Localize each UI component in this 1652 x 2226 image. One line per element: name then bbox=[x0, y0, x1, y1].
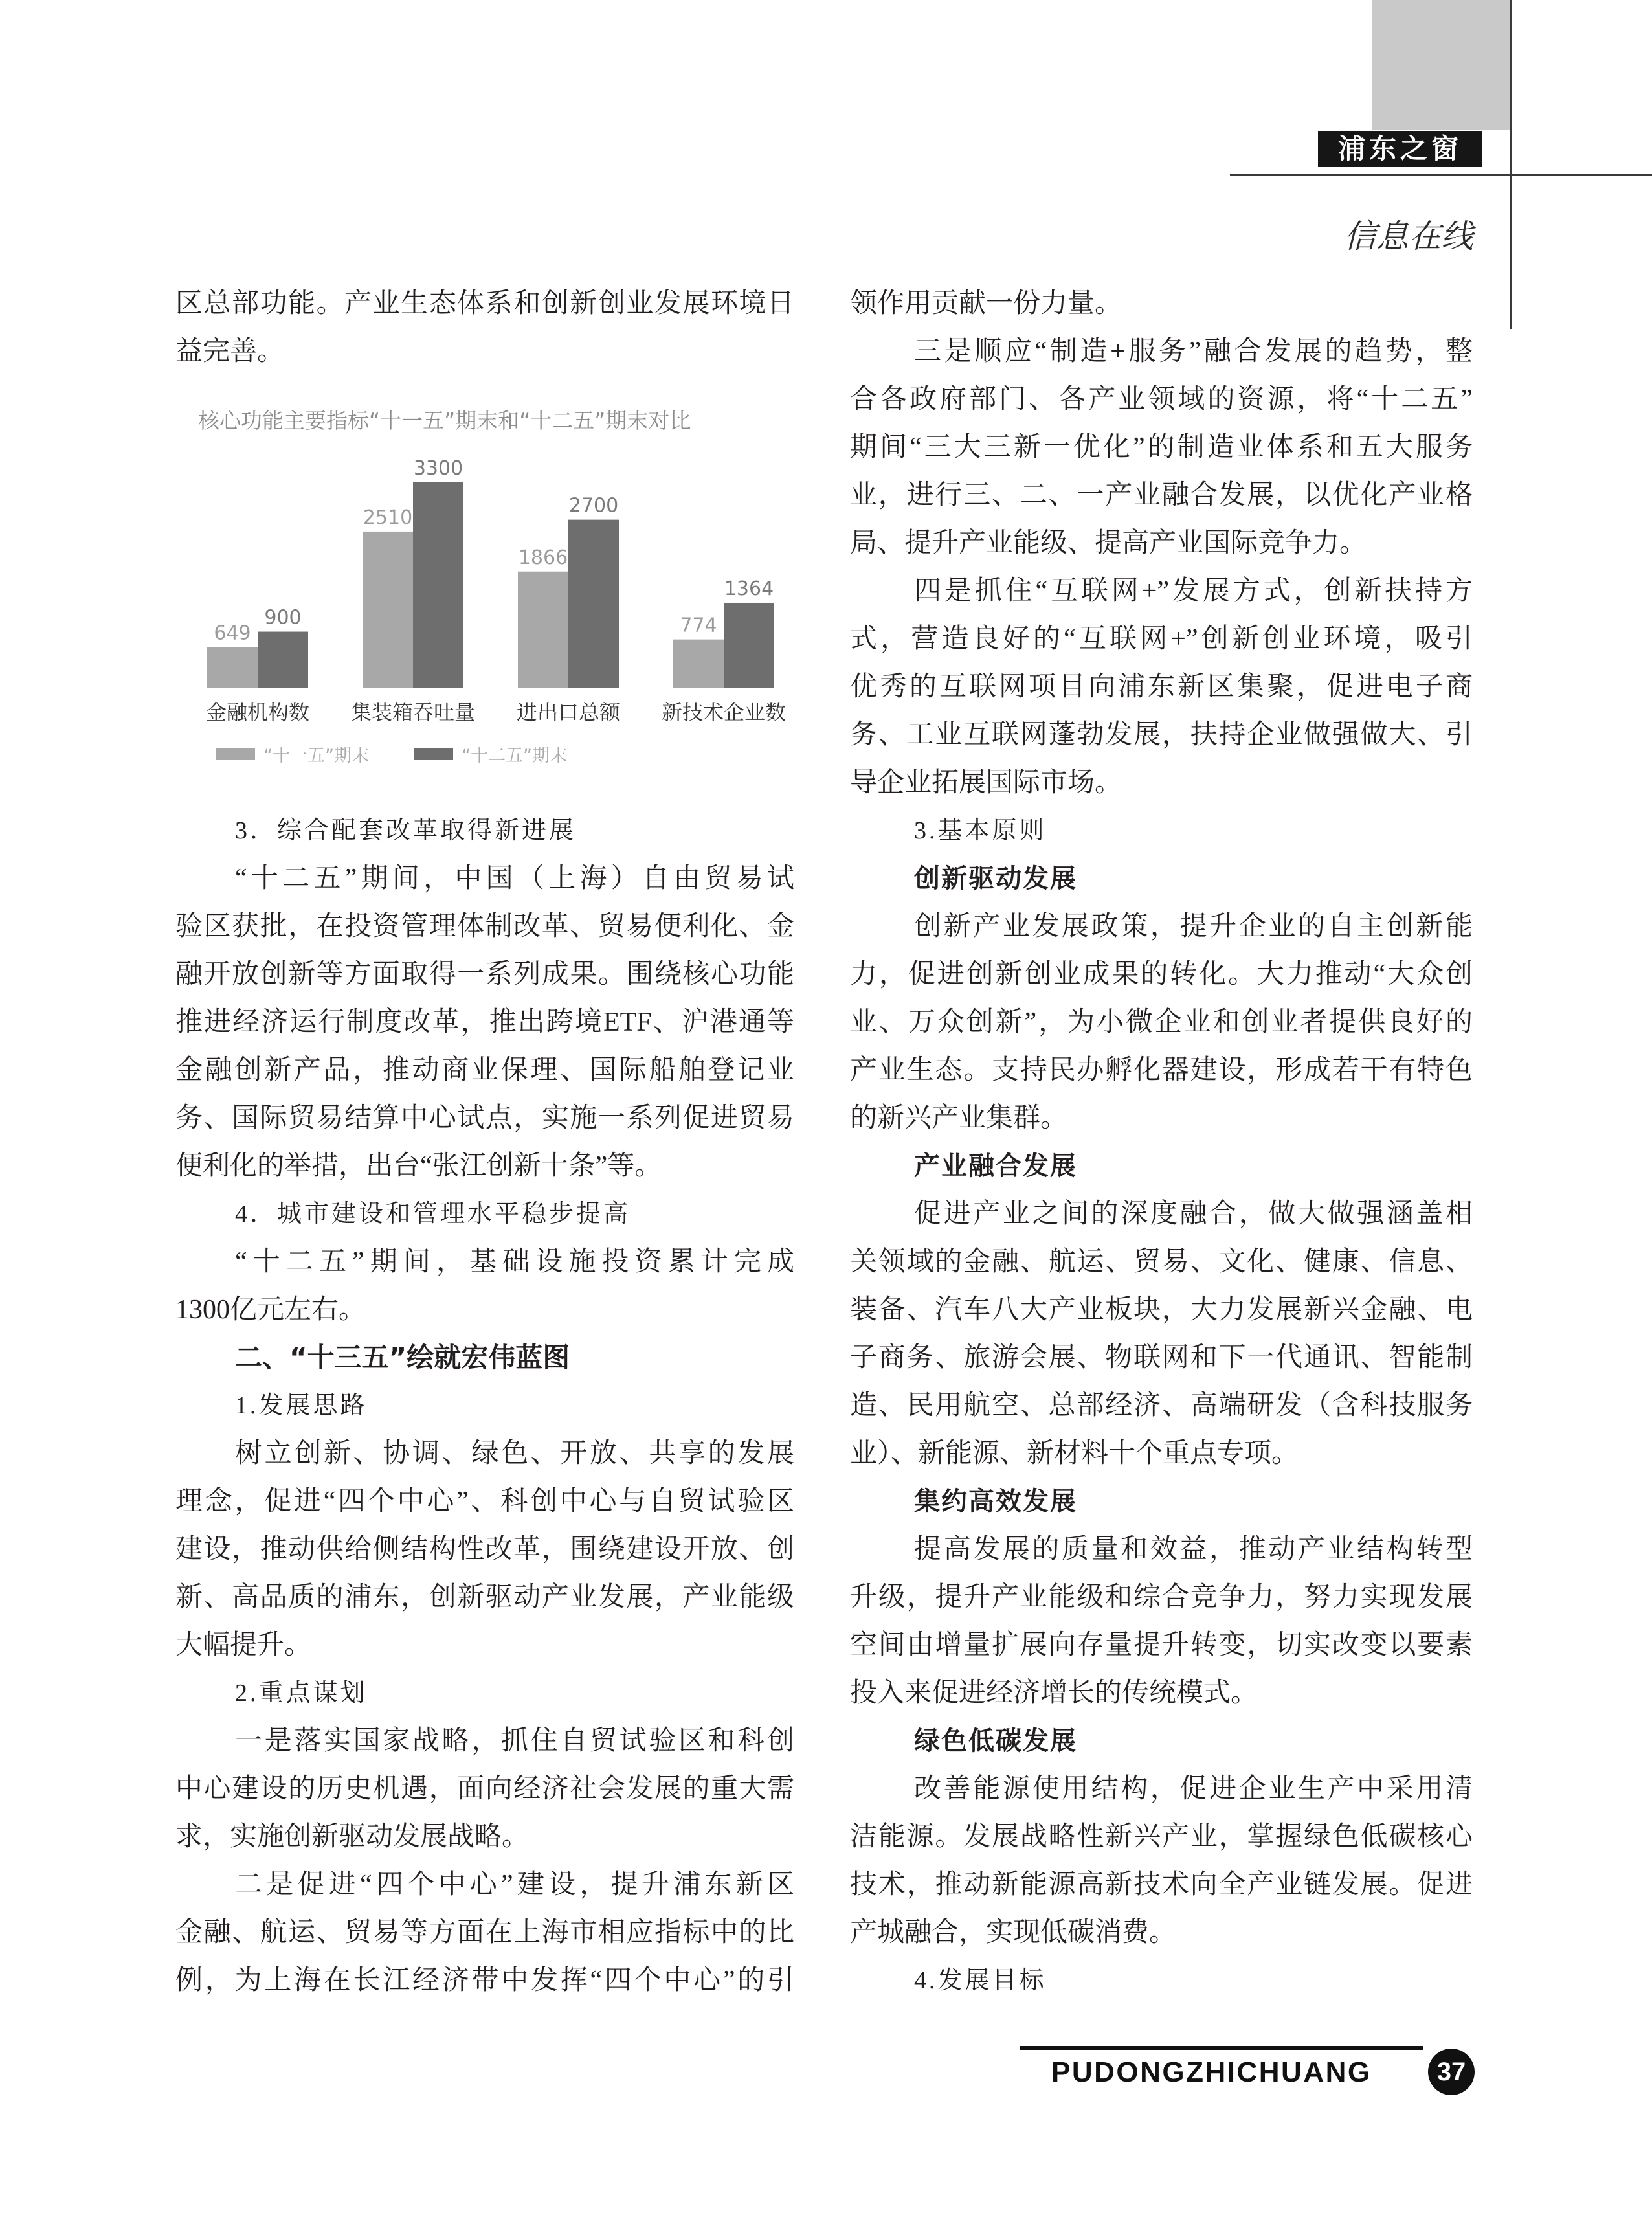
paragraph-line: 务、国际贸易结算中心试点，实施一系列促进贸易 bbox=[175, 1103, 794, 1133]
paragraph-line: 金融、航运、贸易等方面在上海市相应指标中的比 bbox=[175, 1918, 794, 1948]
paragraph-line: 融开放创新等方面取得一系列成果。围绕核心功能 bbox=[175, 960, 794, 989]
paragraph-line: 建设，推动供给侧结构性改革，围绕建设开放、创 bbox=[175, 1535, 794, 1564]
right-column bbox=[850, 280, 1473, 2005]
bar bbox=[413, 482, 463, 688]
paragraph-line: 期间“三大三新一优化”的制造业体系和五大服务 bbox=[850, 433, 1473, 462]
principle-heading: 产业融合发展 bbox=[914, 1151, 1077, 1181]
section-label: 浦东之窗 bbox=[1318, 131, 1482, 167]
data-label: 1364 bbox=[724, 577, 774, 600]
category-label: 新技术企业数 bbox=[661, 700, 787, 725]
legend-swatch bbox=[216, 748, 255, 760]
paragraph-line: 投入来促进经济增长的传统模式。 bbox=[850, 1678, 1258, 1708]
right-column-intro bbox=[850, 280, 1473, 328]
paragraph-line: 新、高品质的浦东，创新驱动产业发展，产业能级 bbox=[175, 1582, 794, 1612]
paragraph-line: 造、民用航空、总部经济、高端研发（含科技服务 bbox=[850, 1391, 1473, 1421]
footer-rule bbox=[1020, 2046, 1423, 2050]
paragraph-line: 金融创新产品，推动商业保理、国际船舶登记业 bbox=[175, 1055, 794, 1085]
paragraph-line: 关领域的金融、航运、贸易、文化、健康、信息、 bbox=[850, 1247, 1473, 1277]
paragraph-line: 装备、汽车八大产业板块，大力发展新兴金融、电 bbox=[850, 1295, 1473, 1325]
header-vertical-rule bbox=[1510, 0, 1512, 329]
paragraph-line: 业、万众创新”，为小微企业和创业者提供良好的 bbox=[850, 1007, 1473, 1037]
paragraph-line: 技术，推动新能源高新技术向全产业链发展。促进 bbox=[850, 1870, 1473, 1900]
section-heading: 2.重点谋划 bbox=[235, 1680, 368, 1707]
legend-swatch bbox=[414, 748, 453, 760]
chart-canvas bbox=[175, 376, 794, 807]
category-label: 金融机构数 bbox=[205, 700, 310, 725]
data-label: 774 bbox=[680, 614, 717, 637]
bar-chart bbox=[175, 376, 794, 807]
paragraph-line: 促进产业之间的深度融合，做大做强涵盖相 bbox=[914, 1199, 1473, 1229]
paragraph-line: 空间由增量扩展向存量提升转变，切实改变以要素 bbox=[850, 1630, 1473, 1660]
data-label: 900 bbox=[264, 606, 302, 629]
paragraph-line: 一是落实国家战略，抓住自贸试验区和科创 bbox=[235, 1726, 794, 1756]
paragraph-line: 三是顺应“制造+服务”融合发展的趋势，整 bbox=[914, 337, 1473, 366]
left-column-intro bbox=[175, 280, 794, 376]
legend-label: “十二五”期末 bbox=[462, 746, 567, 766]
legend-label: “十一五”期末 bbox=[263, 746, 369, 766]
header-gray-tab bbox=[1372, 0, 1510, 130]
data-label: 649 bbox=[214, 622, 251, 645]
data-label: 2510 bbox=[363, 506, 413, 529]
paragraph-line: 优秀的互联网项目向浦东新区集聚，促进电子商 bbox=[850, 672, 1473, 702]
data-label: 2700 bbox=[568, 494, 619, 517]
category-label: 集装箱吞吐量 bbox=[350, 700, 476, 725]
paragraph-line: 洁能源。发展战略性新兴产业，掌握绿色低碳核心 bbox=[850, 1822, 1473, 1852]
header-rule bbox=[1230, 174, 1652, 176]
paragraph-line: 大幅提升。 bbox=[175, 1630, 312, 1660]
section-heading: 4.发展目标 bbox=[914, 1967, 1047, 1994]
paragraph-line: 便利化的举措，出台“张江创新十条”等。 bbox=[175, 1151, 662, 1181]
text-line: 益完善。 bbox=[175, 337, 285, 366]
paragraph-line: 式，营造良好的“互联网+”创新创业环境，吸引 bbox=[850, 624, 1473, 654]
paragraph-line: 中心建设的历史机遇，面向经济社会发展的重大需 bbox=[175, 1774, 794, 1804]
bar bbox=[568, 520, 619, 688]
principle-heading: 集约高效发展 bbox=[914, 1487, 1077, 1516]
paragraph-line: 力，促进创新创业成果的转化。大力推动“大众创 bbox=[850, 960, 1473, 989]
chart-title: 核心功能主要指标“十一五”期末和“十二五”期末对比 bbox=[198, 408, 691, 433]
principle-heading: 绿色低碳发展 bbox=[914, 1726, 1077, 1756]
column-title: 信息在线 bbox=[1344, 218, 1473, 255]
paragraph-line: “十二五”期间，中国（上海）自由贸易试 bbox=[235, 864, 794, 894]
magazine-name: PUDONGZHICHUANG bbox=[1051, 2056, 1372, 2088]
category-label: 进出口总额 bbox=[516, 700, 621, 725]
paragraph-line: 升级，提升产业能级和综合竞争力，努力实现发展 bbox=[850, 1582, 1473, 1612]
data-label: 3300 bbox=[413, 457, 463, 480]
paragraph-line: 导企业拓展国际市场。 bbox=[850, 768, 1122, 798]
section-heading: 1.发展思路 bbox=[235, 1392, 368, 1419]
paragraph-line: 子商务、旅游会展、物联网和下一代通讯、智能制 bbox=[850, 1343, 1473, 1373]
paragraph-line: 四是抓住“互联网+”发展方式，创新扶持方 bbox=[914, 576, 1473, 606]
text-line: 领作用贡献一份力量。 bbox=[850, 289, 1122, 319]
principle-heading: 创新驱动发展 bbox=[914, 864, 1077, 894]
bar bbox=[207, 647, 258, 688]
paragraph-line: 推进经济运行制度改革，推出跨境ETF、沪港通等 bbox=[175, 1007, 794, 1037]
page-number-badge: 37 bbox=[1428, 2049, 1475, 2095]
paragraph-line: 1300亿元左右。 bbox=[175, 1295, 366, 1325]
paragraph-line: 务、工业互联网蓬勃发展，扶持企业做强做大、引 bbox=[850, 720, 1473, 750]
bar bbox=[258, 632, 308, 688]
paragraph-line: 产城融合，实现低碳消费。 bbox=[850, 1918, 1177, 1948]
chapter-title: 二、“十三五”绘就宏伟蓝图 bbox=[235, 1342, 570, 1373]
left-column-body bbox=[175, 807, 794, 2005]
bar bbox=[363, 532, 413, 688]
paragraph-line: 业，进行三、二、一产业融合发展，以优化产业格 bbox=[850, 480, 1473, 510]
paragraph-line: 局、提升产业能级、提高产业国际竞争力。 bbox=[850, 528, 1367, 558]
paragraph-line: 树立创新、协调、绿色、开放、共享的发展 bbox=[235, 1439, 794, 1468]
paragraph-line: 产业生态。支持民办孵化器建设，形成若干有特色 bbox=[850, 1055, 1473, 1085]
paragraph-line: 创新产业发展政策，提升企业的自主创新能 bbox=[914, 912, 1473, 941]
paragraph-line: 的新兴产业集群。 bbox=[850, 1103, 1068, 1133]
paragraph-line: 二是促进“四个中心”建设，提升浦东新区 bbox=[235, 1870, 794, 1900]
paragraph-line: “十二五”期间，基础设施投资累计完成 bbox=[235, 1247, 794, 1277]
bar bbox=[673, 640, 724, 688]
section-heading: 3．综合配套改革取得新进展 bbox=[235, 817, 577, 844]
paragraph-line: 合各政府部门、各产业领域的资源，将“十二五” bbox=[850, 385, 1473, 414]
right-column-body bbox=[850, 328, 1473, 2005]
paragraph-line: 改善能源使用结构，促进企业生产中采用清 bbox=[914, 1774, 1473, 1804]
bar bbox=[518, 572, 568, 688]
section-heading: 4．城市建设和管理水平稳步提高 bbox=[235, 1200, 631, 1228]
paragraph-line: 求，实施创新驱动发展战略。 bbox=[175, 1822, 530, 1852]
paragraph-line: 验区获批，在投资管理体制改革、贸易便利化、金 bbox=[175, 912, 794, 941]
data-label: 1866 bbox=[518, 546, 568, 569]
paragraph-line: 理念，促进“四个中心”、科创中心与自贸试验区 bbox=[175, 1487, 794, 1516]
bar bbox=[724, 603, 774, 688]
paragraph-line: 提高发展的质量和效益，推动产业结构转型 bbox=[914, 1535, 1473, 1564]
paragraph-line: 例，为上海在长江经济带中发挥“四个中心”的引 bbox=[175, 1966, 794, 1996]
text-line: 区总部功能。产业生态体系和创新创业发展环境日 bbox=[175, 289, 794, 319]
paragraph-line: 业）、新能源、新材料十个重点专项。 bbox=[850, 1439, 1299, 1468]
section-heading: 3.基本原则 bbox=[914, 817, 1047, 844]
